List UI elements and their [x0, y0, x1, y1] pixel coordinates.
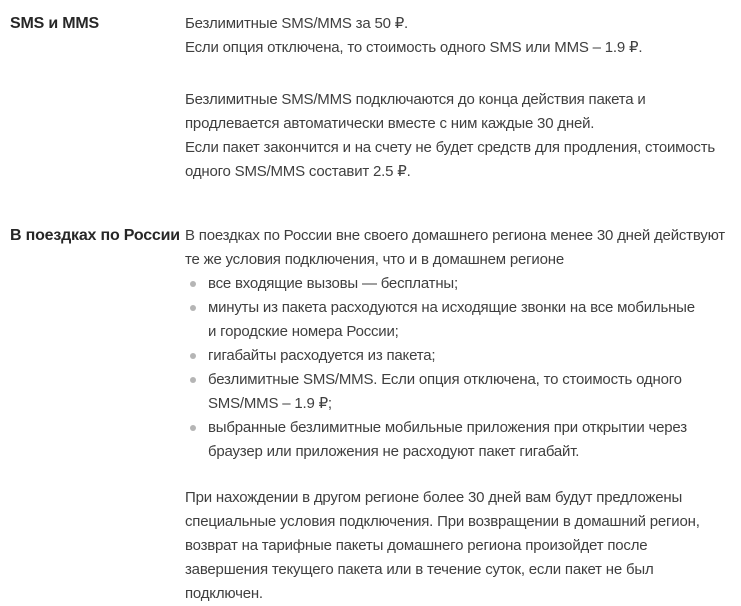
- text-line: выбранные безлимитные мобильные приложения при открытии через: [208, 419, 687, 436]
- list-item: [185, 368, 735, 416]
- text-line: SMS/MMS – 1.9 ₽;: [208, 395, 332, 412]
- section-content-travel-russia: [185, 224, 735, 606]
- text-line: те же условия подключения, что и в домашнем регионе: [185, 251, 564, 268]
- list-item: [185, 296, 735, 344]
- text-line: В поездках по России вне своего домашнего региона менее 30 дней действуют: [185, 227, 725, 244]
- text-line: Если пакет закончится и на счету не будет средств для продления, стоимость: [185, 139, 716, 156]
- list-item-text: [208, 272, 735, 296]
- paragraph-travel-intro: [185, 224, 735, 272]
- bullet-dot-icon: [190, 305, 196, 311]
- text-line: все входящие вызовы — бесплатны;: [208, 275, 458, 292]
- section-content-sms-mms: [185, 12, 735, 184]
- list-item: [185, 416, 735, 464]
- section-sms-mms: [10, 12, 735, 184]
- text-line: специальные условия подключения. При возвращении в домашний регион,: [185, 513, 700, 530]
- paragraph-other-region: [185, 486, 735, 606]
- text-line: При нахождении в другом регионе более 30 дней вам будут предложены: [185, 489, 683, 506]
- paragraph-sms-price: [185, 12, 735, 60]
- travel-conditions-list: [185, 272, 735, 464]
- text-line: безлимитные SMS/MMS. Если опция отключена, то стоимость одного: [208, 371, 682, 388]
- text-line: продлевается автоматически вместе с ним каждые 30 дней.: [185, 115, 595, 132]
- list-item-text: [208, 416, 735, 464]
- bullet-dot-icon: [190, 425, 196, 431]
- text-line: завершения текущего пакета или в течение суток, если пакет не был: [185, 561, 654, 578]
- text-line: гигабайты расходуется из пакета;: [208, 347, 436, 364]
- section-label-travel-russia: В поездках по России: [10, 227, 180, 244]
- bullet-dot-icon: [190, 377, 196, 383]
- text-line: подключен.: [185, 585, 263, 602]
- text-line: и городские номера России;: [208, 323, 399, 340]
- bullet-dot-icon: [190, 353, 196, 359]
- text-line: возврат на тарифные пакеты домашнего региона произойдет после: [185, 537, 648, 554]
- text-line: минуты из пакета расходуются на исходящие звонки на все мобильные: [208, 299, 695, 316]
- text-line: одного SMS/MMS составит 2.5 ₽.: [185, 163, 411, 180]
- text-line: браузер или приложения не расходуют пакет гигабайт.: [208, 443, 580, 460]
- section-label-sms-mms: SMS и MMS: [10, 15, 99, 32]
- text-line: Безлимитные SMS/MMS за 50 ₽.: [185, 15, 409, 32]
- list-item-text: [208, 368, 735, 416]
- list-item-text: [208, 296, 735, 344]
- text-line: Безлимитные SMS/MMS подключаются до конца действия пакета и: [185, 91, 646, 108]
- list-item: [185, 344, 735, 368]
- list-item-text: [208, 344, 735, 368]
- list-item: [185, 272, 735, 296]
- bullet-dot-icon: [190, 281, 196, 287]
- section-travel-russia: [10, 224, 735, 606]
- paragraph-sms-renewal: [185, 88, 735, 184]
- text-line: Если опция отключена, то стоимость одного SMS или MMS – 1.9 ₽.: [185, 39, 643, 56]
